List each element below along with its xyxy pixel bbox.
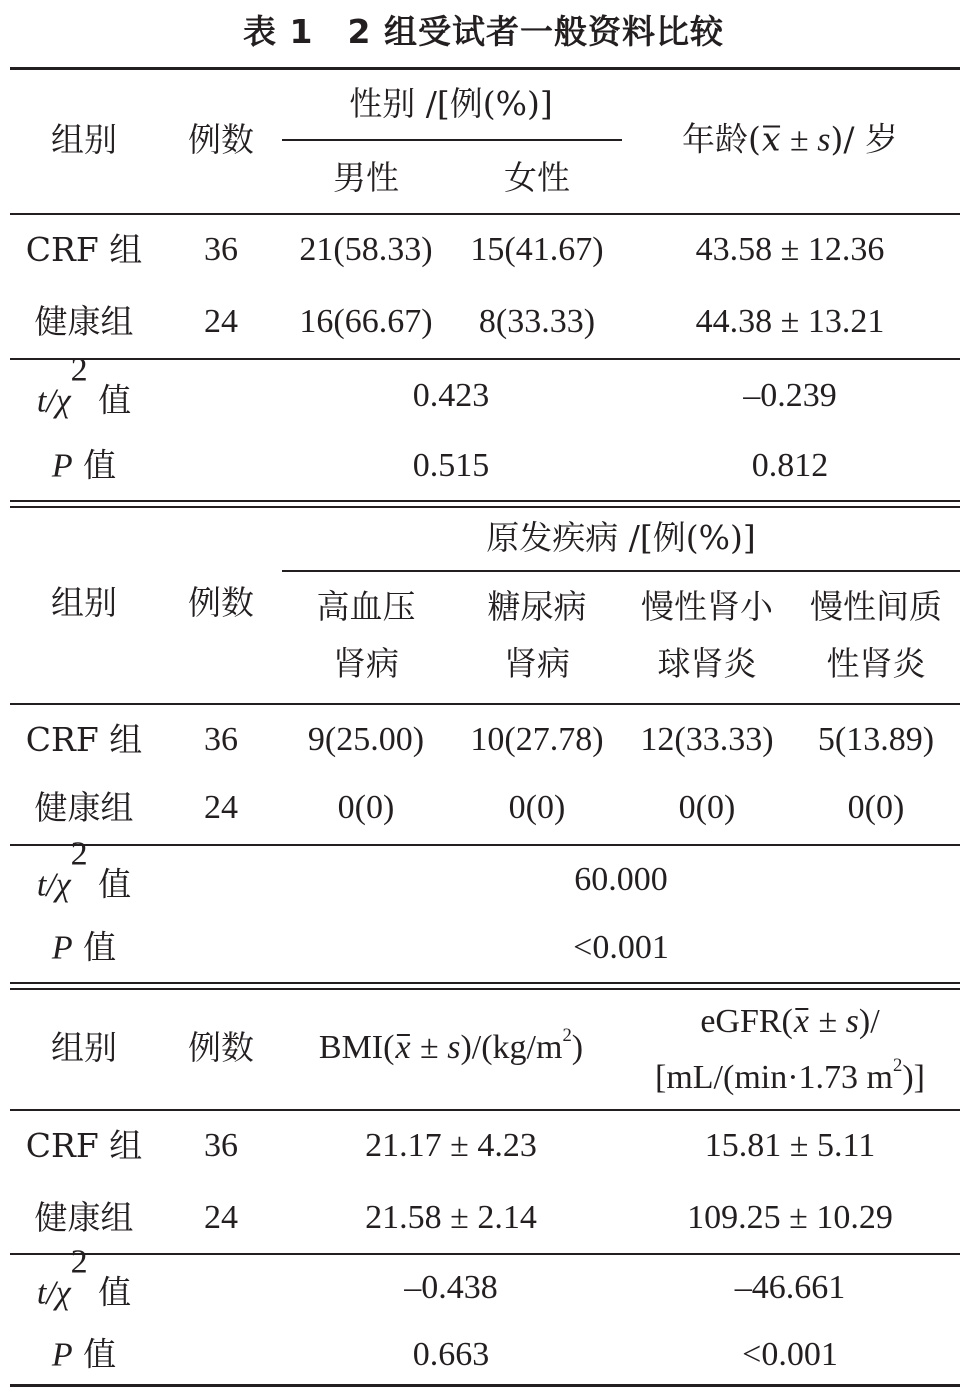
bottom-rule-2b (10, 988, 960, 990)
header-interstitial-l2: 性肾炎 (826, 644, 926, 683)
header-group-3: 组别 (51, 1028, 117, 1067)
header-age: 年龄(x ± s)/ 岁 (682, 119, 898, 159)
row2-healthy-glomerulo: 0(0) (678, 789, 736, 826)
table-title (0, 10, 967, 54)
header-glomerulo-l2: 球肾炎 (657, 644, 757, 683)
stat2-t-value: 60.000 (574, 861, 668, 898)
row-healthy-female: 8(33.33) (478, 303, 596, 340)
table-caption: 2 组受试者一般资料比较 (347, 12, 724, 51)
stat3-p-label: P 值 (51, 1334, 117, 1374)
row3-healthy-count: 24 (204, 1199, 238, 1236)
header-group: 组别 (51, 120, 117, 159)
row2-crf-hypertension: 9(25.00) (307, 721, 425, 758)
row-healthy-count: 24 (204, 303, 238, 340)
gender-sub-rule (282, 139, 622, 141)
stat3-egfr-p: <0.001 (742, 1336, 838, 1373)
header-bmi: $BMI(x \pm s)/(kg/m^2)$ (318, 1025, 584, 1066)
header-diabetic-l1: 糖尿病 (487, 587, 587, 626)
bottom-rule-1a (10, 500, 960, 502)
header-disease: 原发疾病 /[例(%)] (486, 518, 756, 557)
row2-crf-group: CRF 组 (25, 720, 143, 759)
stat-p-label: P 值 (51, 445, 117, 485)
row-crf-count: 36 (204, 231, 238, 268)
row2-healthy-group: 健康组 (34, 788, 134, 827)
row-crf-female: 15(41.67) (470, 231, 604, 268)
bottom-rule-2a (10, 982, 960, 984)
stat2-p-value: <0.001 (573, 929, 669, 966)
row3-healthy-egfr: 109.25 ± 10.29 (687, 1199, 893, 1236)
stats-rule-3 (10, 1253, 960, 1255)
stat-gender-t: 0.423 (412, 377, 490, 414)
row2-crf-count: 36 (204, 721, 238, 758)
row2-healthy-diabetic: 0(0) (508, 789, 566, 826)
stats-rule-1 (10, 358, 960, 360)
header-diabetic-l2: 肾病 (504, 644, 570, 683)
row-crf-age: 43.58 ± 12.36 (695, 231, 885, 268)
header-interstitial-l1: 慢性间质 (810, 587, 942, 626)
stat3-bmi-t: –0.438 (404, 1269, 498, 1306)
header-egfr-l1: eGFR(x ± s)/ (700, 1003, 880, 1040)
header-male: 男性 (333, 158, 399, 197)
stat-t-label: $t/\chi^2$ 值 (36, 351, 132, 420)
stat-gender-p: 0.515 (412, 447, 490, 484)
stat2-p-label: P 值 (51, 927, 117, 967)
header-rule-3 (10, 1109, 960, 1111)
row2-healthy-count: 24 (204, 789, 238, 826)
header-glomerulo-l1: 慢性肾小 (641, 587, 773, 626)
row3-healthy-group: 健康组 (34, 1198, 134, 1237)
header-female: 女性 (504, 158, 570, 197)
stat-age-p: 0.812 (751, 447, 829, 484)
disease-sub-rule (282, 570, 960, 572)
top-rule-1 (10, 67, 960, 70)
stat3-egfr-t: –46.661 (734, 1269, 846, 1306)
stat3-bmi-p: 0.663 (412, 1336, 490, 1373)
row2-crf-diabetic: 10(27.78) (470, 721, 604, 758)
row3-crf-count: 36 (204, 1127, 238, 1164)
row-crf-male: 21(58.33) (299, 231, 433, 268)
row3-crf-group: CRF 组 (25, 1126, 143, 1165)
row2-crf-glomerulo: 12(33.33) (640, 721, 774, 758)
header-rule-2 (10, 703, 960, 705)
row3-crf-bmi: 21.17 ± 4.23 (365, 1127, 537, 1164)
row2-healthy-interstitial: 0(0) (847, 789, 905, 826)
bottom-rule-3 (10, 1384, 960, 1387)
row-crf-group: CRF 组 (25, 230, 143, 269)
row3-healthy-bmi: 21.58 ± 2.14 (365, 1199, 537, 1236)
header-egfr-l2: [mL/(min·1.73 $m^2$)] (655, 1055, 925, 1096)
row-healthy-male: 16(66.67) (299, 303, 433, 340)
row-healthy-group: 健康组 (34, 302, 134, 341)
stat2-t-label: $t/\chi^2$ 值 (36, 835, 132, 904)
header-hypertension-l2: 肾病 (333, 644, 399, 683)
row2-crf-interstitial: 5(13.89) (817, 721, 935, 758)
header-count-2: 例数 (188, 583, 254, 622)
header-rule-1 (10, 213, 960, 215)
stat3-t-label: $t/\chi^2$ 值 (36, 1243, 132, 1312)
header-gender: 性别 /[例(%)] (349, 84, 553, 123)
row-healthy-age: 44.38 ± 13.21 (695, 303, 885, 340)
header-hypertension-l1: 高血压 (316, 587, 416, 626)
bottom-rule-1b (10, 506, 960, 508)
header-count-3: 例数 (188, 1028, 254, 1067)
row3-crf-egfr: 15.81 ± 5.11 (704, 1127, 876, 1164)
stats-rule-2 (10, 844, 960, 846)
header-group-2: 组别 (51, 583, 117, 622)
stat-age-t: –0.239 (743, 377, 837, 414)
header-count: 例数 (188, 120, 254, 159)
row2-healthy-hypertension: 0(0) (337, 789, 395, 826)
table-number: 表 1 (243, 12, 314, 51)
